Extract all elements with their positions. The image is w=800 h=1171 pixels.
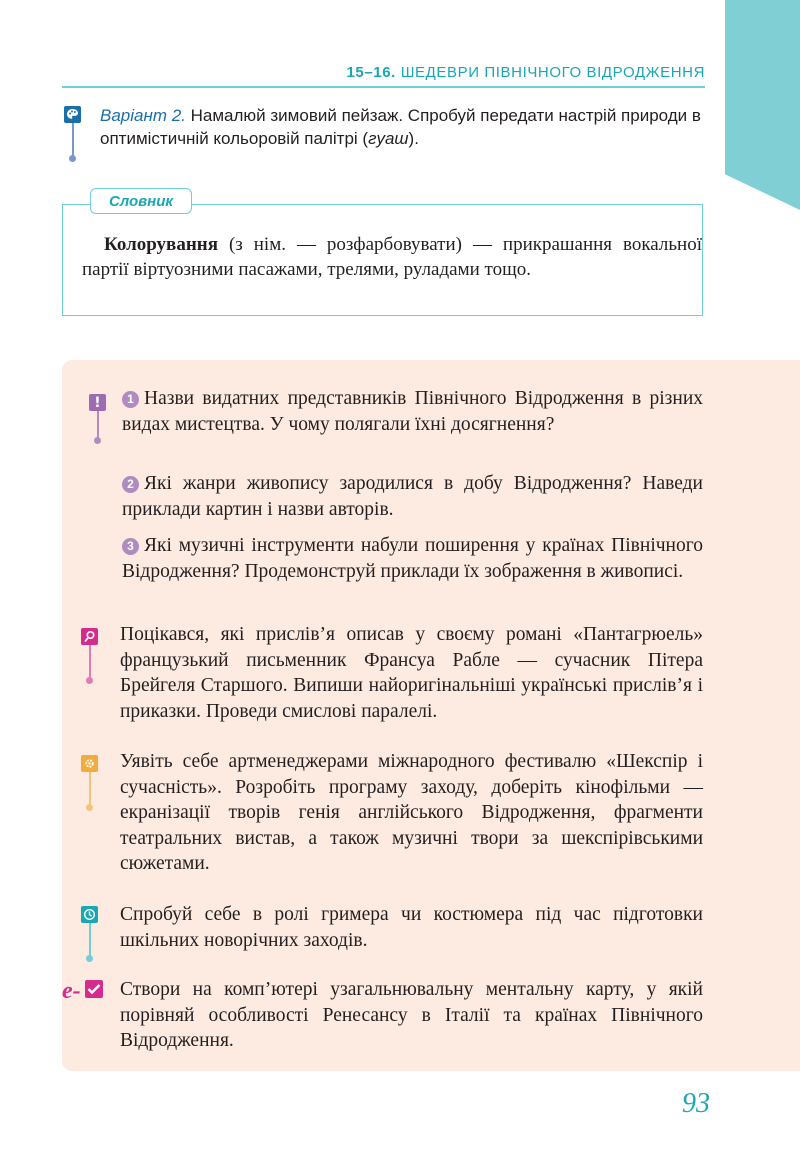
gear-icon: [81, 755, 98, 772]
section-header: [62, 64, 705, 81]
dictionary-definition: (з нім. — розфарбовувати) — прикрашання вокальної партії віртуозними пасажами, трелями, руладами тощо.: [82, 234, 702, 280]
exclamation-icon: !: [89, 394, 106, 411]
question-2: [122, 471, 703, 522]
variant-text-1: Намалюй зимовий пейзаж. Спробуй передати настрій природи в оптимістичній кольоровій палітрі (: [100, 106, 701, 148]
header-rule: [62, 86, 705, 88]
dictionary-term: Колорування: [104, 234, 218, 255]
group-task: Уявіть себе артменеджерами міжнародного фестивалю «Шекспір і сучасність». Розробіть програму заходу, доберіть кінофільми — екранізації творів генія англійського Відродження, фрагменти театральних вистав, а також музичні твори за шекспірівськими сюжетами.: [120, 751, 703, 874]
page-number: 93: [682, 1088, 710, 1119]
question-3: [122, 533, 703, 584]
question-3-number: 3: [122, 538, 139, 555]
corner-tab: [725, 0, 800, 210]
question-1: [122, 386, 703, 437]
question-2-text: Які жанри живопису зародилися в добу Відродження? Наведи приклади картин і назви авторів.: [122, 473, 703, 520]
time-task: Спробуй себе в ролі гримера чи костюмера під час підготовки шкільних новорічних заходів.: [120, 904, 703, 951]
dictionary-label: Словник: [90, 188, 192, 214]
e-label: e-: [62, 978, 81, 1004]
research-task: Поцікався, які прислів’я описав у своєму романі «Пантагрюель» французький письменник Франсуа Рабле — сучасник Пітера Брейгеля Старшого. Випиши найоригінальніші українські прислів’я і приказки. Проведи смислові паралелі.: [120, 624, 703, 722]
variant-label: Варіант 2.: [100, 106, 186, 125]
section-title: ШЕДЕВРИ ПІВНІЧНОГО ВІДРОДЖЕННЯ: [400, 64, 705, 81]
question-1-number: 1: [122, 391, 139, 408]
variant-text-2: ).: [408, 129, 419, 148]
magnifier-icon: [81, 628, 98, 645]
dictionary-text: [82, 232, 702, 282]
e-check-icon: [85, 980, 103, 998]
computer-task: Створи на комп’ютері узагальнювальну ментальну карту, у якій порівняй особливості Ренесансу в Італії та країнах Північного Відродження.: [120, 979, 703, 1051]
section-number: 15–16.: [346, 64, 396, 81]
palette-icon: [64, 106, 81, 123]
variant-2: [100, 104, 705, 150]
clock-icon: [81, 906, 98, 923]
variant-paint: гуаш: [368, 129, 409, 148]
question-1-text: Назви видатних представників Північного Відродження в різних видах мистецтва. У чому полягали їхні досягнення?: [122, 388, 703, 435]
question-2-number: 2: [122, 476, 139, 493]
question-3-text: Які музичні інструменти набули поширення у країнах Північного Відродження? Продемонструй приклади їх зображення в живописі.: [122, 535, 703, 582]
